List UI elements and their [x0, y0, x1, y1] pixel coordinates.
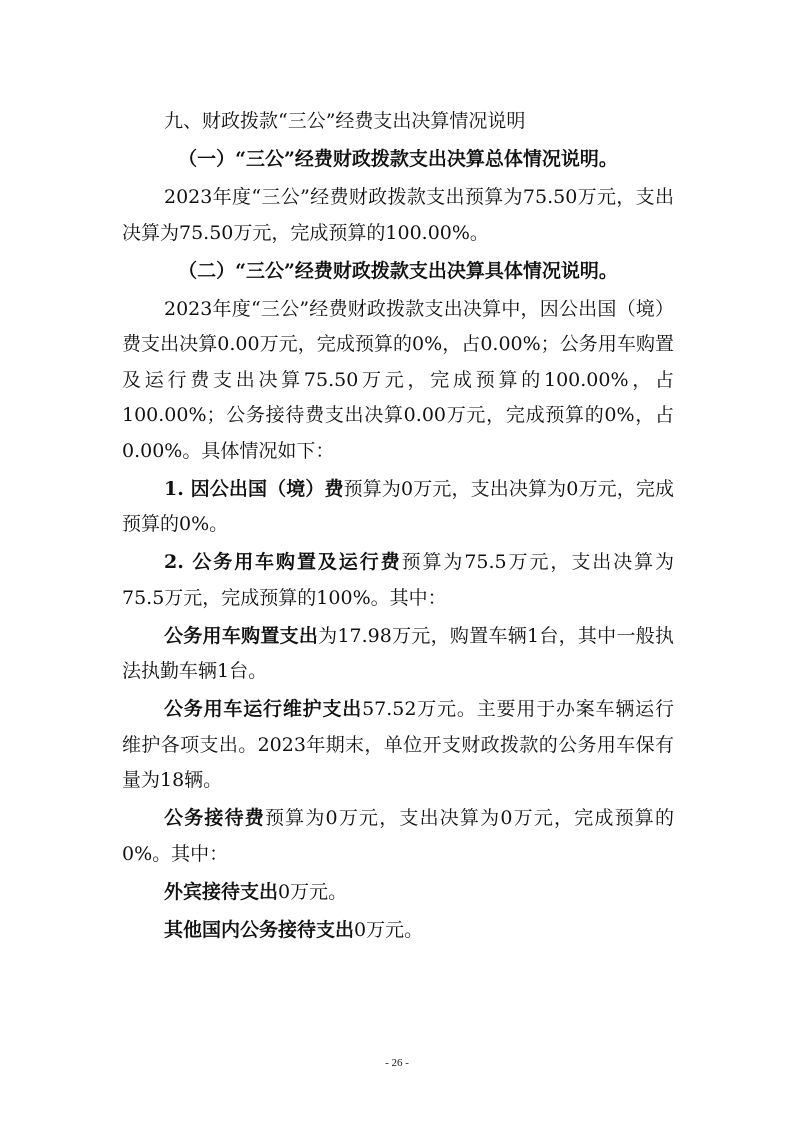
- sub-vehicle-purchase-text: 为17.98万元，购置车辆1台，其中一般执法执勤车辆1台。: [122, 624, 674, 682]
- page-content: [122, 104, 674, 951]
- sub-vehicle-purchase: [122, 619, 674, 690]
- item-overseas-travel-title: 1. 因公出国（境）费: [164, 477, 344, 500]
- item-reception: [122, 801, 674, 872]
- item-reception-title: 公务接待费: [164, 807, 265, 829]
- paragraph-overall: 2023年度“三公”经费财政拨款支出预算为75.50万元，支出决算为75.50万元，完成预算的100.00%。: [122, 186, 674, 244]
- subheading-detail: [122, 254, 674, 290]
- item-overseas-travel-text: 预算为0万元，支出决算为0万元，完成预算的0%。: [122, 477, 674, 535]
- sub-foreign-reception-text: 0万元。: [278, 880, 348, 903]
- item-vehicles: [122, 545, 674, 616]
- section-heading: 九、财政拨款“三公”经费支出决算情况说明: [164, 110, 526, 132]
- sub-foreign-reception: [122, 875, 674, 911]
- page-number: - 26 -: [385, 1057, 409, 1069]
- subheading-detail-text: （二）“三公”经费财政拨款支出决算具体情况说明。: [178, 259, 618, 282]
- item-vehicles-text: 预算为75.5万元，支出决算为75.5万元，完成预算的100%。其中：: [122, 551, 675, 609]
- sub-domestic-reception-title: 其他国内公务接待支出: [164, 918, 355, 941]
- item-overseas-travel: [122, 472, 674, 543]
- sub-vehicle-operation-title: 公务用车运行维护支出: [164, 698, 363, 720]
- subheading-overall: [122, 142, 674, 178]
- item-vehicles-title: 2. 公务用车购置及运行费: [164, 551, 402, 573]
- sub-foreign-reception-title: 外宾接待支出: [164, 880, 279, 903]
- sub-domestic-reception: [122, 913, 674, 949]
- subheading-overall-text: （一）“三公”经费财政拨款支出决算总体情况说明。: [178, 148, 618, 170]
- sub-vehicle-operation-text: 57.52万元。主要用于办案车辆运行维护各项支出。2023年期末，单位开支财政拨款的公务用车保有量为18辆。: [122, 698, 674, 791]
- item-reception-text: 预算为0万元，支出决算为0万元，完成预算的0%。其中：: [122, 807, 674, 865]
- sub-domestic-reception-text: 0万元。: [354, 918, 424, 941]
- sub-vehicle-purchase-title: 公务用车购置支出: [164, 624, 319, 647]
- sub-vehicle-operation: [122, 692, 674, 799]
- paragraph-detail: 2023年度“三公”经费财政拨款支出决算中，因公出国（境）费支出决算0.00万元，完成预算的0%，占0.00%；公务用车购置及运行费支出决算75.50万元，完成预算的100.00%，占100.00%；公务接待费支出决算0.00万元，完成预算的0%，占0.00%。具体情况如下：: [122, 297, 674, 462]
